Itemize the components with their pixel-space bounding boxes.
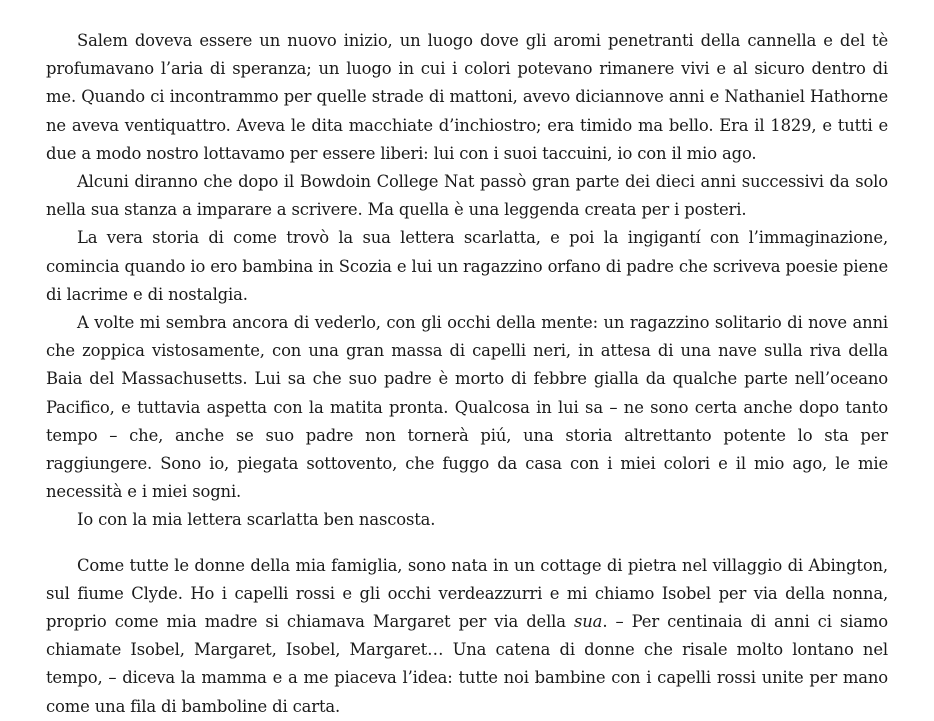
paragraph-4: A volte mi sembra ancora di vederlo, con gli occhi della mente: un ragazzino solitario di nove anni che zoppica vistosamente, con una gran massa di capelli neri, in attesa di una nave sulla riva della Baia del Massachusetts. Lui sa che suo padre è morto di febbre gialla da qualche parte nell’oceano Pacifico, e tuttavia aspetta con la matita pronta. Qualcosa in lui sa – ne sono certa anche dopo tanto tempo – che, anche se suo padre non tornerà piú, una storia altrettanto potente lo sta per raggiungere. Sono io, piegata sottovento, che fuggo da casa con i miei colori e il mio ago, le mie necessità e i miei sogni. (46, 313, 888, 502)
paragraph-6-text-b: . – Per centinaia di anni ci siamo chiamate Isobel, Margaret, Isobel, Margaret… Una catena di donne che risale molto lontano nel tempo, – diceva la mamma e a me piaceva l’idea: tutte noi bambine con i capelli rossi unite per mano come una fila di bamboline di carta. (46, 612, 888, 716)
paragraph-3: La vera storia di come trovò la sua lettera scarlatta, e poi la ingigantí con l’immaginazione, comincia quando io ero bambina in Scozia e lui un ragazzino orfano di padre che scriveva poesie piene di lacrime e di nostalgia. (46, 228, 888, 304)
paragraph-6 (46, 552, 888, 721)
paragraph-6-text-a: Come tutte le donne della mia famiglia, sono nata in un cottage di pietra nel villaggio di Abington, sul fiume Clyde. Ho i capelli rossi e gli occhi verdeazzurri e mi chiamo Isobel per via della nonna, proprio come mia madre si chiamava Margaret per via della (46, 555, 888, 632)
book-page (46, 27, 888, 721)
paragraph-1: Salem doveva essere un nuovo inizio, un luogo dove gli aromi penetranti della cannella e del tè profumavano l’aria di speranza; un luogo in cui i colori potevano rimanere vivi e al sicuro dentro di me. Quando ci incontrammo per quelle strade di mattoni, avevo diciannove anni e Nathaniel Hathorne ne aveva ventiquattro. Aveva le dita macchiate d’inchiostro; era timido ma bello. Era il 1829, e tutti e due a modo nostro lottavamo per essere liberi: lui con i suoi taccuini, io con il mio ago. (46, 31, 888, 163)
paragraph-6-italic: sua (574, 612, 603, 632)
paragraph-2: Alcuni diranno che dopo il Bowdoin College Nat passò gran parte dei dieci anni successivi da solo nella sua stanza a imparare a scrivere. Ma quella è una leggenda creata per i posteri. (46, 172, 888, 220)
paragraph-5: Io con la mia lettera scarlatta ben nascosta. (77, 510, 436, 530)
